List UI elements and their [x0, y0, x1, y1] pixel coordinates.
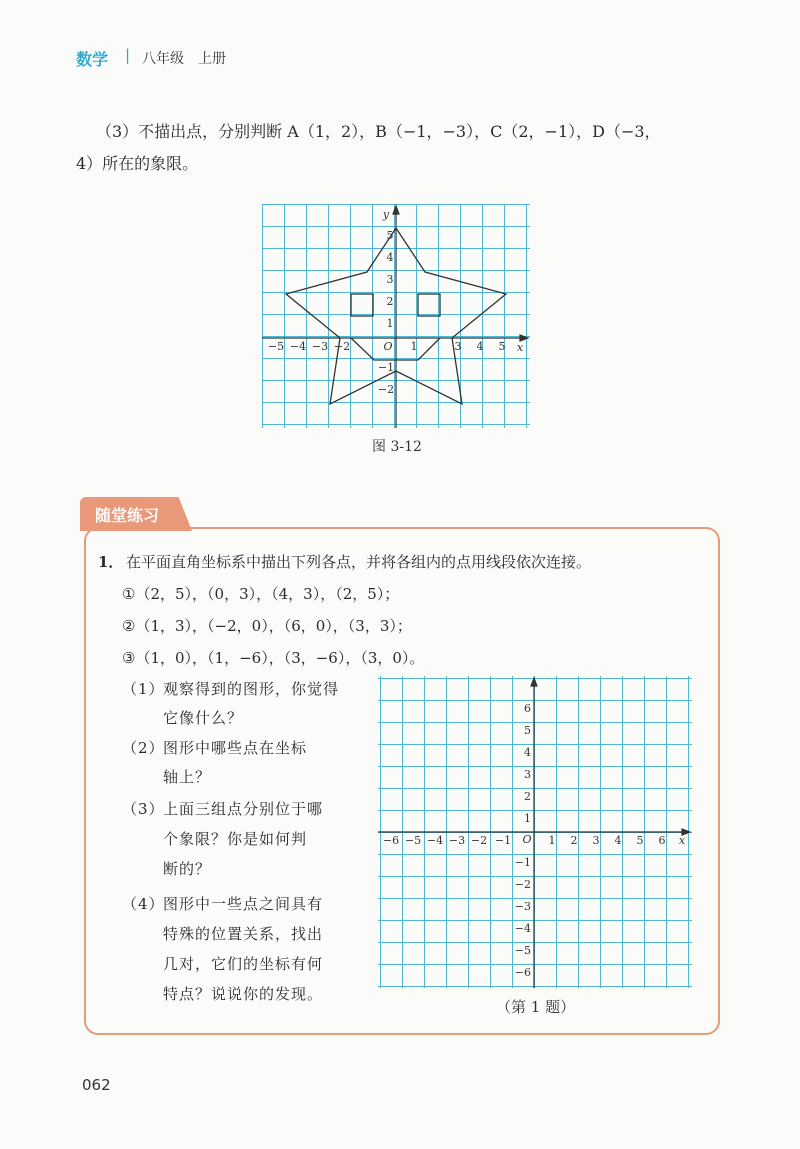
subquestion-4-line: 特殊的位置关系，找出 — [163, 925, 324, 943]
section3-line2: 4）所在的象限。 — [76, 154, 199, 173]
subquestion-4-line: 图形中一些点之间具有 — [163, 895, 324, 913]
y-tick: 5 — [386, 229, 394, 242]
subquestion-3-line: 上面三组点分别位于哪 — [163, 800, 324, 818]
x-axis-label: x — [516, 341, 524, 354]
subquestion-1-line: 观察得到的图形，你觉得 — [163, 680, 340, 698]
x-tick: −5 — [404, 834, 422, 847]
x-axis-label: x — [678, 834, 686, 847]
x-tick: 1 — [548, 834, 556, 847]
question-number: 1． — [98, 553, 124, 571]
y-tick: −3 — [514, 900, 531, 913]
origin-label: O — [383, 340, 393, 353]
x-tick: 3 — [592, 834, 600, 847]
question-text: 在平面直角坐标系中描出下列各点，并将各组内的点用线段依次连接。 — [126, 553, 592, 571]
x-tick: 2 — [570, 834, 578, 847]
x-tick: −2 — [470, 834, 488, 847]
x-tick: −4 — [289, 340, 307, 353]
x-tick: 4 — [614, 834, 622, 847]
x-tick: 5 — [636, 834, 644, 847]
subquestion-4-line: 特点？说说你的发现。 — [163, 985, 324, 1003]
y-tick: −2 — [377, 383, 395, 396]
y-tick: 3 — [386, 273, 394, 286]
star-right-eye — [418, 294, 440, 316]
x-tick: −3 — [448, 834, 466, 847]
point-group-1: ①（2，5），（0，3），（4，3），（2，5）； — [122, 585, 400, 603]
y-tick: −2 — [514, 878, 531, 891]
x-tick: −6 — [382, 834, 400, 847]
y-tick: 5 — [524, 724, 531, 737]
origin-label: O — [522, 833, 532, 846]
subquestion-3-line: 个象限？你是如何判 — [163, 830, 308, 848]
subquestion-3-number: （3） — [122, 800, 165, 818]
practice-tab-label: 随堂练习 — [95, 506, 160, 525]
x-tick: −1 — [494, 834, 512, 847]
subquestion-3-line: 断的？ — [163, 860, 212, 878]
figure1-caption: 图 3-12 — [372, 439, 422, 455]
subquestion-2-line: 图形中哪些点在坐标 — [163, 739, 308, 757]
header-subject: 数学 — [76, 50, 109, 69]
y-tick: 4 — [386, 251, 394, 264]
y-tick: −6 — [514, 966, 531, 979]
y-tick: −1 — [514, 856, 531, 869]
x-tick: −2 — [333, 340, 351, 353]
y-tick: 6 — [524, 702, 531, 715]
page-number: 062 — [82, 1076, 111, 1094]
header-separator: | — [125, 46, 131, 64]
exercise-caption: （第 1 题） — [496, 998, 576, 1016]
y-tick: −1 — [377, 361, 395, 374]
x-tick: 3 — [454, 340, 462, 353]
section3-line1: （3）不描出点，分别判断 A（1，2），B（−1，−3），C（2，−1），D（−3， — [96, 122, 661, 141]
y-tick: −4 — [514, 922, 531, 935]
x-tick: 5 — [498, 340, 506, 353]
subquestion-2-number: （2） — [122, 739, 165, 757]
exercise-grid — [378, 676, 692, 988]
star-left-eye — [351, 294, 373, 316]
x-tick: 1 — [410, 340, 418, 353]
y-tick: 3 — [524, 768, 531, 781]
y-axis-label: y — [382, 208, 390, 221]
subquestion-4-number: （4） — [122, 895, 165, 913]
y-tick: 1 — [386, 317, 394, 330]
figure-3-12-star — [262, 204, 530, 428]
subquestion-4-line: 几对，它们的坐标有何 — [163, 955, 324, 973]
x-tick: 6 — [658, 834, 666, 847]
point-group-3: ③（1，0），（1，−6），（3，−6），（3，0）。 — [122, 649, 425, 667]
y-tick: 2 — [524, 790, 531, 803]
header-grade: 八年级 上册 — [142, 51, 226, 67]
y-tick: 4 — [524, 746, 531, 759]
subquestion-1-line: 它像什么？ — [163, 709, 244, 727]
point-group-2: ②（1，3），（−2，0），（6，0），（3，3）； — [122, 617, 412, 635]
subquestion-1-number: （1） — [122, 680, 165, 698]
y-tick: 1 — [524, 812, 531, 825]
x-tick: −4 — [426, 834, 444, 847]
y-tick: −5 — [514, 944, 531, 957]
x-tick: −3 — [311, 340, 329, 353]
x-tick: −5 — [267, 340, 285, 353]
x-tick: 4 — [476, 340, 484, 353]
y-tick: 2 — [386, 295, 394, 308]
subquestion-2-line: 轴上？ — [163, 768, 212, 786]
